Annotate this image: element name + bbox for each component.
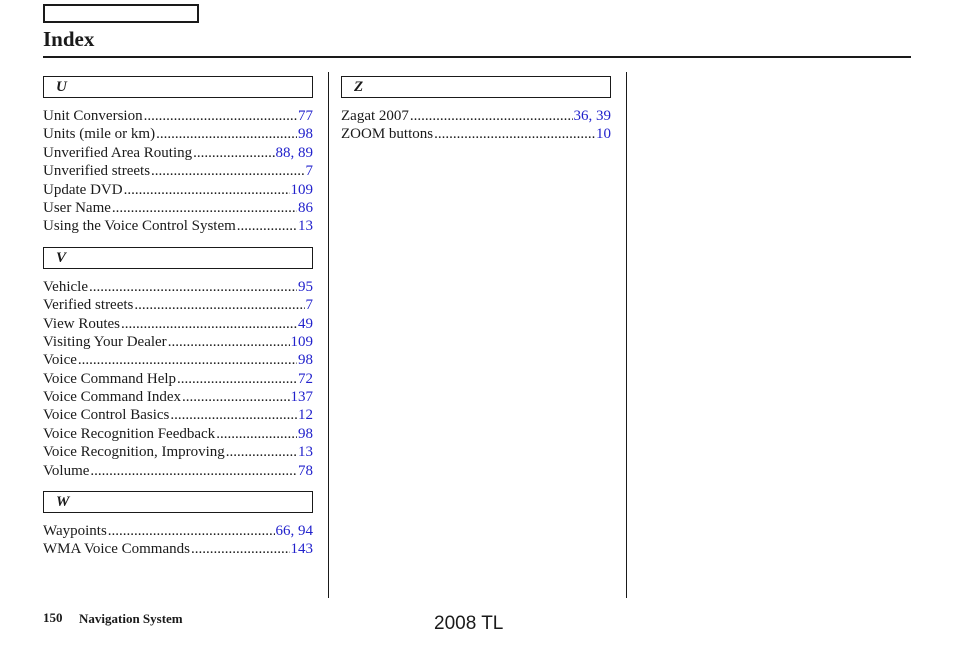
page-number: 150 [43,610,63,625]
section-header-z: Z [341,76,611,98]
index-entry-page-link[interactable]: 98 [298,126,313,143]
section-header-v: V [43,247,313,269]
dot-leader [121,315,297,333]
index-entry [43,425,313,443]
index-entry [341,107,611,125]
index-entry-label: Voice Control Basics [43,407,170,424]
dot-leader [156,125,297,143]
index-entry-label: Vehicle [43,278,88,295]
index-entry-label: ZOOM buttons [341,126,434,143]
index-entry-label: View Routes [43,315,121,332]
index-entry [43,125,313,143]
index-entry [43,296,313,314]
footer-section-label: Navigation System [79,611,183,626]
dot-leader [124,181,290,199]
index-entry [43,144,313,162]
dot-leader [237,217,297,235]
index-entry-page-link[interactable]: 36, 39 [573,108,611,124]
index-entry-label: WMA Voice Commands [43,541,190,558]
index-entry-page-link[interactable]: 98 [298,425,313,442]
index-entry-label: User Name [43,199,111,216]
index-entry-label: Unit Conversion [43,108,143,124]
index-entry-page-link[interactable]: 13 [298,218,313,235]
index-entry-page-link[interactable]: 78 [298,462,313,479]
index-entry-label: Voice Command Help [43,370,177,387]
index-entry-page-link[interactable]: 109 [290,181,313,198]
dot-leader [144,107,297,125]
dot-leader [410,107,573,125]
index-entry [43,462,313,480]
index-entry [43,388,313,406]
dot-leader [134,296,304,314]
index-entry-page-link[interactable]: 88, 89 [275,144,313,161]
index-entry-page-link[interactable]: 95 [298,278,313,295]
index-entry-page-link[interactable]: 13 [298,444,313,461]
index-column-2 [341,76,611,155]
dot-leader [112,199,297,217]
index-entry [43,540,313,558]
index-entry-label: Waypoints [43,523,107,540]
index-entry-label: Visiting Your Dealer [43,333,167,350]
dot-leader [216,425,297,443]
index-entry [341,125,611,143]
dot-leader [168,333,290,351]
index-entry-label: Voice [43,352,77,369]
section-header-u: U [43,76,313,98]
index-entry-page-link[interactable]: 77 [298,108,313,124]
model-label: 2008 TL [434,613,504,634]
index-entry [43,315,313,333]
index-entry-list [43,107,313,236]
dot-leader [108,522,275,540]
dot-leader [226,443,297,461]
dot-leader [191,540,290,558]
index-entry-label: Unverified Area Routing [43,144,193,161]
index-entry-label: Units (mile or km) [43,126,156,143]
dot-leader [90,462,297,480]
index-entry-label: Update DVD [43,181,123,198]
index-entry-page-link[interactable]: 109 [290,333,313,350]
column-divider-2 [626,72,627,598]
index-entry-label: Zagat 2007 [341,108,409,124]
index-entry [43,351,313,369]
index-entry [43,199,313,217]
column-divider-1 [328,72,329,598]
index-entry-page-link[interactable]: 10 [596,126,611,143]
index-entry [43,278,313,296]
page-title: Index [43,27,95,51]
dot-leader [434,125,595,143]
index-entry-page-link[interactable]: 143 [290,541,313,558]
dot-leader [151,162,304,180]
section-header-w: W [43,491,313,513]
index-entry-page-link[interactable]: 72 [298,370,313,387]
dot-leader [177,370,297,388]
index-entry [43,370,313,388]
index-entry-label: Unverified streets [43,163,151,180]
index-entry [43,217,313,235]
dot-leader [170,406,297,424]
dot-leader [89,278,297,296]
index-column-1 [43,76,313,570]
index-entry [43,522,313,540]
index-entry-page-link[interactable]: 86 [298,199,313,216]
index-entry [43,443,313,461]
index-entry [43,162,313,180]
index-entry-list [43,522,313,559]
dot-leader [193,144,274,162]
title-divider [43,56,911,58]
index-entry-label: Verified streets [43,297,134,314]
index-entry-page-link[interactable]: 49 [298,315,313,332]
index-entry-label: Voice Recognition Feedback [43,425,216,442]
index-entry-page-link[interactable]: 98 [298,352,313,369]
index-entry [43,107,313,125]
index-entry-page-link[interactable]: 7 [305,163,313,180]
header-tab-box [43,4,199,23]
index-entry-label: Voice Command Index [43,389,182,406]
index-entry-label: Using the Voice Control System [43,218,236,235]
index-entry-page-link[interactable]: 12 [298,407,313,424]
index-entry-page-link[interactable]: 7 [305,297,313,314]
index-entry [43,181,313,199]
dot-leader [78,351,297,369]
index-entry-page-link[interactable]: 137 [290,389,313,406]
index-entry-page-link[interactable]: 66, 94 [275,523,313,540]
index-entry [43,333,313,351]
index-entry-label: Volume [43,462,90,479]
index-entry-list [341,107,611,144]
dot-leader [182,388,289,406]
index-entry-list [43,278,313,480]
index-entry [43,406,313,424]
index-entry-label: Voice Recognition, Improving [43,444,225,461]
